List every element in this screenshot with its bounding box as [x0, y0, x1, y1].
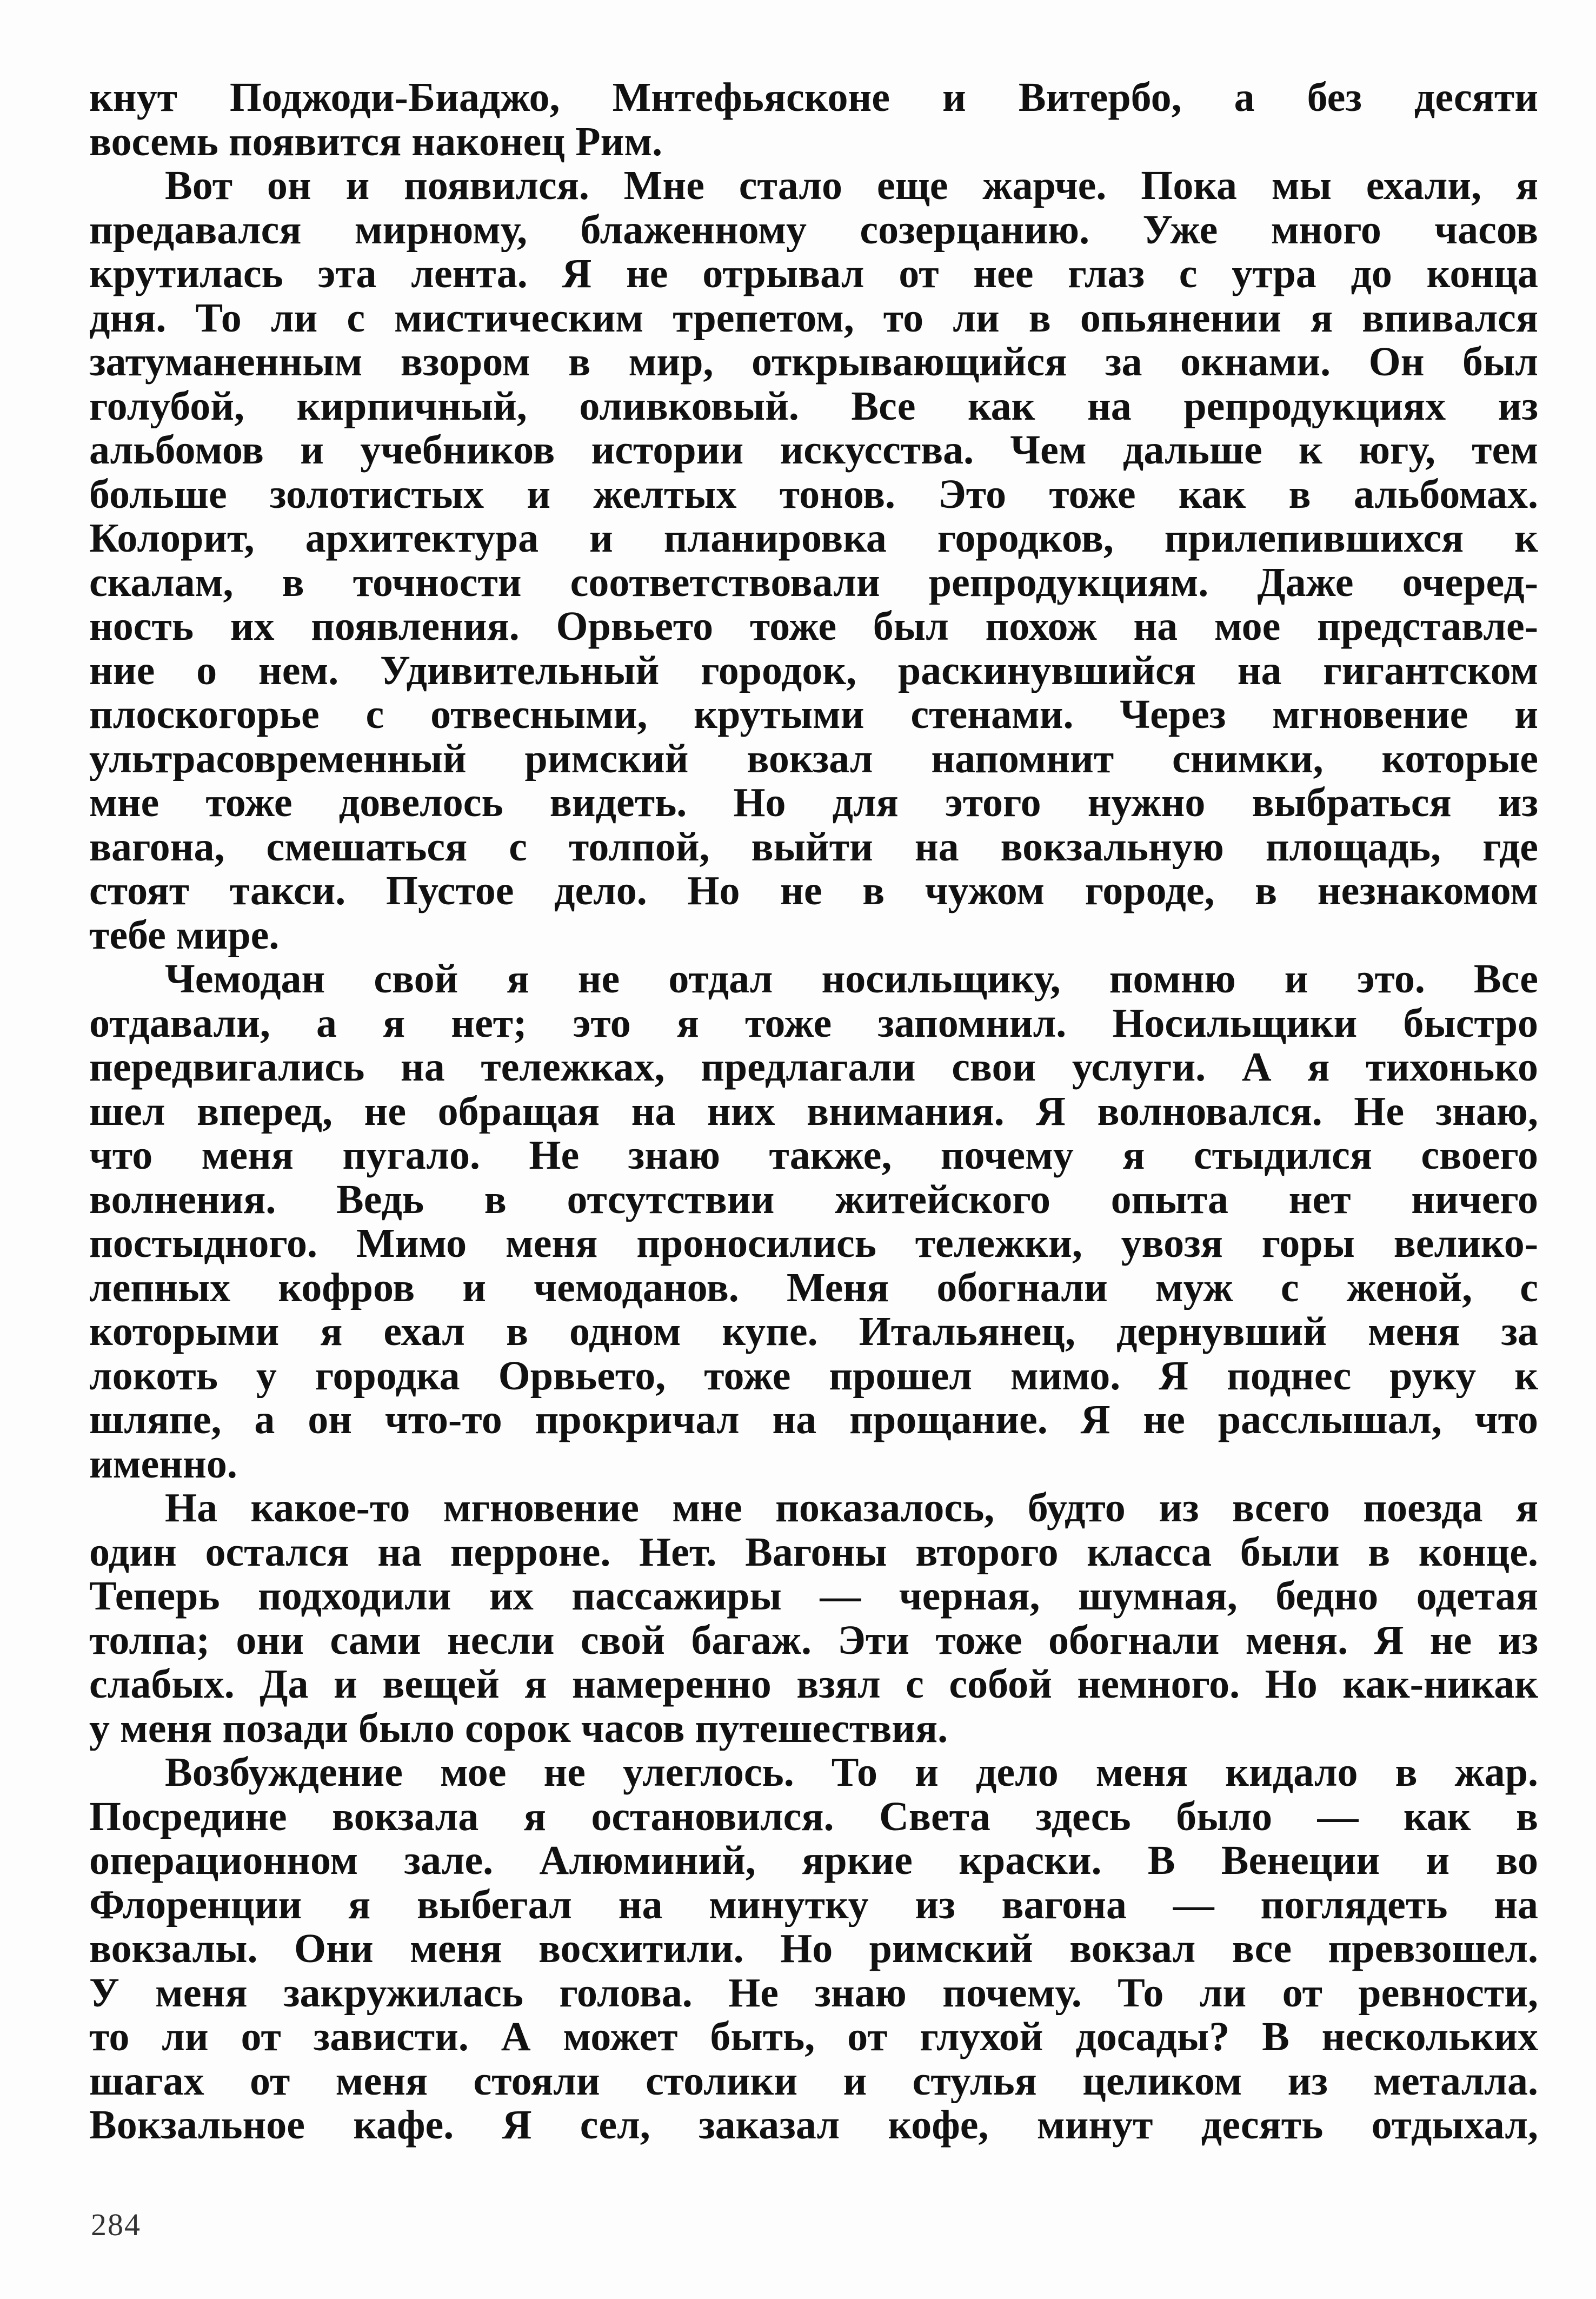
- text-line: крутилась эта лента. Я не отрывал от нее глаз с утра до конца: [89, 252, 1538, 296]
- text-line: ние о нем. Удивительный городок, раскинувшийся на гигантском: [89, 648, 1538, 693]
- text-line: у меня позади было сорок часов путешествия.: [89, 1706, 948, 1751]
- text-line: именно.: [89, 1442, 237, 1486]
- text-line: ность их появления. Орвьето тоже был похож на мое представле-: [89, 605, 1538, 649]
- text-line: стоят такси. Пустое дело. Но не в чужом городе, в незнакомом: [89, 869, 1538, 913]
- text-line: волнения. Ведь в отсутствии житейского опыта нет ничего: [89, 1177, 1538, 1222]
- text-line: слабых. Да и вещей я намеренно взял с собой немного. Но как-никак: [89, 1662, 1538, 1707]
- text-line: предавался мирному, блаженному созерцанию. Уже много часов: [89, 208, 1538, 252]
- text-line: На какое-то мгновение мне показалось, будто из всего поезда я: [165, 1486, 1538, 1531]
- text-line: что меня пугало. Не знаю также, почему я стыдился своего: [89, 1134, 1538, 1178]
- paragraph: [89, 957, 1538, 1486]
- text-line: скалам, в точности соответствовали репродукциям. Даже очеред-: [89, 560, 1538, 605]
- text-line: дня. То ли с мистическим трепетом, то ли в опьянении я впивался: [89, 296, 1538, 340]
- text-line: Колорит, архитектура и планировка городков, прилепившихся к: [89, 516, 1538, 561]
- paragraph: [89, 1751, 1538, 2148]
- text-line: Посредине вокзала я остановился. Света здесь было — как в: [89, 1794, 1538, 1839]
- text-line: У меня закружилась голова. Не знаю почему. То ли от ревности,: [89, 1971, 1538, 2015]
- text-line: вокзалы. Они меня восхитили. Но римский вокзал все превзошел.: [89, 1927, 1538, 1971]
- paragraph: [89, 1486, 1538, 1751]
- text-line: тебе мире.: [89, 913, 280, 957]
- text-line: лепных кофров и чемоданов. Меня обогнали муж с женой, с: [89, 1266, 1538, 1310]
- text-line: локоть у городка Орвьето, тоже прошел мимо. Я поднес руку к: [89, 1354, 1538, 1398]
- text-line: шагах от меня стояли столики и стулья целиком из металла.: [89, 2059, 1538, 2103]
- text-line: передвигались на тележках, предлагали свои услуги. А я тихонько: [89, 1045, 1538, 1090]
- text-line: голубой, кирпичный, оливковый. Все как на репродукциях из: [89, 384, 1538, 428]
- paragraph: [89, 164, 1538, 957]
- text-line: затуманенным взором в мир, открывающийся за окнами. Он был: [89, 340, 1538, 385]
- text-line: ультрасовременный римский вокзал напомнит снимки, которые: [89, 737, 1538, 781]
- text-line: кнут Поджоди-Биаджо, Мнтефьясконе и Витербо, а без десяти: [89, 76, 1538, 120]
- text-line: толпа; они сами несли свой багаж. Эти тоже обогнали меня. Я не из: [89, 1618, 1538, 1662]
- text-line: шел вперед, не обращая на них внимания. Я волновался. Не знаю,: [89, 1089, 1538, 1134]
- text-line: шляпе, а он что-то прокричал на прощание. Я не расслышал, что: [89, 1398, 1538, 1442]
- text-line: Чемодан свой я не отдал носильщику, помню и это. Все: [165, 957, 1538, 1002]
- text-line: вагона, смешаться с толпой, выйти на вокзальную площадь, где: [89, 825, 1538, 869]
- text-line: один остался на перроне. Нет. Вагоны второго класса были в конце.: [89, 1530, 1538, 1574]
- text-line: то ли от зависти. А может быть, от глухой досады? В нескольких: [89, 2015, 1538, 2059]
- text-line: постыдного. Мимо меня проносились тележки, увозя горы велико-: [89, 1222, 1538, 1266]
- text-line: мне тоже довелось видеть. Но для этого нужно выбраться из: [89, 781, 1538, 825]
- text-line: отдавали, а я нет; это я тоже запомнил. Носильщики быстро: [89, 1001, 1538, 1045]
- paragraph: [89, 76, 1538, 164]
- page-number: 284: [91, 2207, 141, 2242]
- text-line: Вокзальное кафе. Я сел, заказал кофе, минут десять отдыхал,: [89, 2103, 1538, 2148]
- text-line: которыми я ехал в одном купе. Итальянец, дернувший меня за: [89, 1310, 1538, 1354]
- text-line: Флоренции я выбегал на минутку из вагона — поглядеть на: [89, 1883, 1538, 1927]
- text-line: альбомов и учебников истории искусства. Чем дальше к югу, тем: [89, 428, 1538, 473]
- text-line: операционном зале. Алюминий, яркие краски. В Венеции и во: [89, 1839, 1538, 1883]
- text-line: Теперь подходили их пассажиры — черная, шумная, бедно одетая: [89, 1574, 1538, 1619]
- body-text: [89, 76, 1538, 2148]
- text-line: восемь появится наконец Рим.: [89, 120, 663, 164]
- text-line: плоскогорье с отвесными, крутыми стенами. Через мгновение и: [89, 693, 1538, 737]
- text-line: Возбуждение мое не улеглось. То и дело меня кидало в жар.: [165, 1751, 1538, 1795]
- text-line: больше золотистых и желтых тонов. Это тоже как в альбомах.: [89, 472, 1538, 516]
- text-line: Вот он и появился. Мне стало еще жарче. Пока мы ехали, я: [165, 164, 1538, 208]
